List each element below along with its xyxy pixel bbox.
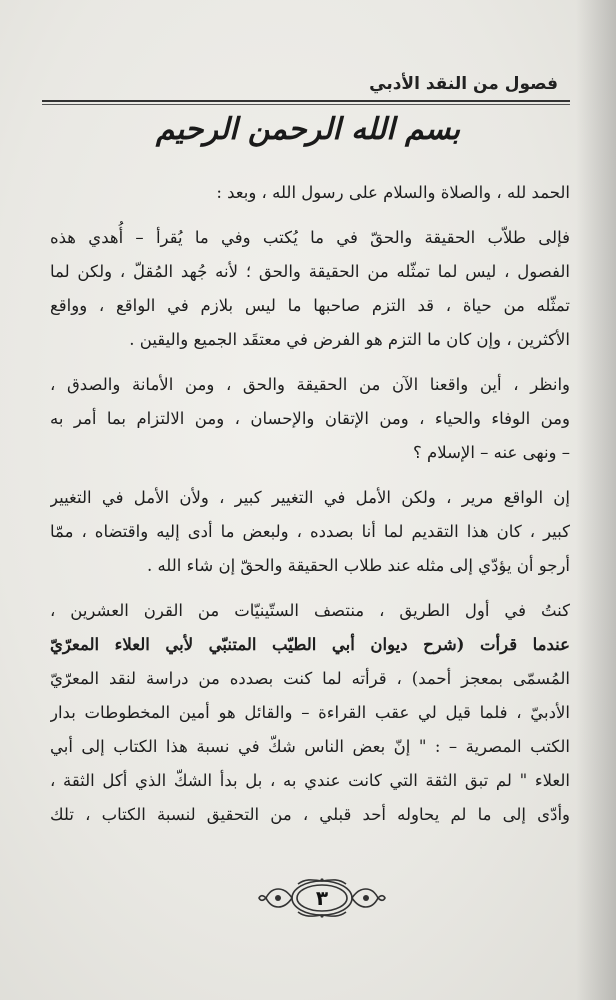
text-line: كنتُ في أول الطريق ، منتصف الستّينيّات من القرن العشرين ، — [50, 601, 570, 620]
text-line: الفصول ، ليس لما تمثّله من الحقيقة والحق ؛ لأنه جُهد المُقلّ ، ولكن لما — [50, 262, 570, 281]
text-line: فإلى طلاّب الحقيقة والحقّ في ما يُكتب وفي ما يُقرأ – أُهدي هذه — [50, 228, 570, 247]
text-line: وأدّى إلى ما لم يحاوله أحد قبلي ، من التحقيق لنسبة الكتاب ، تلك — [50, 805, 570, 824]
text-line: الأكثرين ، وإن كان ما التزم هو الفرض في معتقَد الجميع واليقين . — [129, 330, 570, 349]
text-line: العلاء " لم تبق الثقة التي كانت عندي به ، بل بدأ الشكّ الذي أكل الثقة ، — [50, 771, 570, 790]
paragraph — [50, 176, 570, 210]
page-number-ornament — [258, 876, 386, 920]
basmala-calligraphy: بسم الله الرحمن الرحيم — [155, 112, 461, 147]
text-line: عندما قرأت (شرح ديوان أبي الطيّب المتنبّي لأبي العلاء المعرّيّ — [50, 635, 570, 654]
text-line: تمثّله من حياة ، قد التزم صاحبها ما ليس بلازم في الواقع ، وواقع — [50, 296, 570, 315]
text-line: وانظر ، أين واقعنا الآن من الحقيقة والحق ، ومن الأمانة والصدق ، — [50, 375, 570, 394]
text-line: إن الواقع مرير ، ولكن الأمل في التغيير كبير ، ولأن الأمل في التغيير — [50, 488, 570, 507]
body-text — [50, 176, 570, 832]
paragraph — [50, 221, 570, 357]
text-line: ومن الوفاء والحياء ، ومن الإتقان والإحسان ، ومن الالتزام بما أمر به — [50, 409, 570, 428]
text-line: أرجو أن يؤدّي إلى مثله عند طلاب الحقيقة والحقّ إن شاء الله . — [146, 556, 570, 575]
running-head-title: فصول من النقد الأدبي — [369, 74, 558, 94]
paragraph — [50, 368, 570, 470]
text-line: المُسمّى بمعجز أحمد) ، قرأته لما كنت بصدده من دراسة لنقد المعرّيّ — [50, 669, 570, 688]
header-rule — [42, 100, 570, 102]
page-edge-shadow — [576, 0, 616, 1000]
paragraph — [50, 481, 570, 583]
header-rule-thin — [42, 104, 570, 105]
text-line: الأدبيّ ، فلما قيل لي عقب القراءة – والقائل هو أمين المخطوطات بدار — [50, 703, 570, 722]
paragraph — [50, 594, 570, 832]
text-line: – ونهى عنه – الإسلام ؟ — [413, 443, 570, 462]
text-line: كبير ، كان هذا التقديم لما أنا بصدده ، ولبعض ما أدى إليه واقتضاه ، ممّا — [50, 522, 570, 541]
text-line: الكتب المصرية – : " إنّ بعض الناس شكّ في نسبة هذا الكتاب إلى أبي — [50, 737, 570, 756]
page-number: ٣ — [315, 886, 329, 910]
text-line: الحمد لله ، والصلاة والسلام على رسول الله ، وبعد : — [216, 183, 570, 202]
